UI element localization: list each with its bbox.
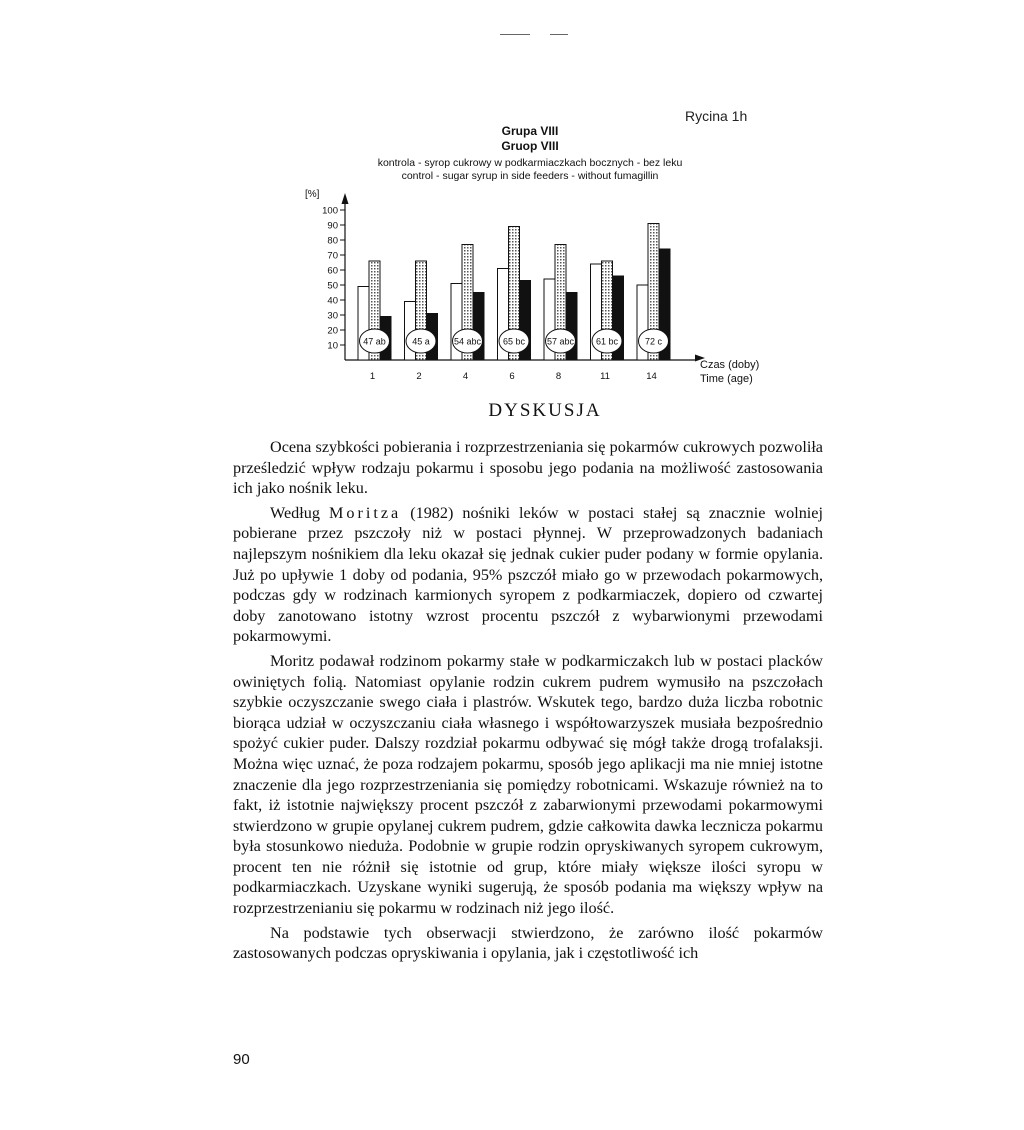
paragraph-2-body: (1982) nośniki leków w postaci stałej są znacznie wolniej pobierane przez pszczoły niż w postaci płynnej. W przeprowadzonych badaniach najlepszym nośnikiem dla leku okazał się jednak cukier puder podany w formie opylania. Już po upływie 1 doby od podania, 95% pszczół miało go w przewodach pokarmowych, podczas gdy w rodzinach karmionych syropem z podkarmiaczek, dopiero od czwartej doby zanotowano istotny wzrost procentu pszczół z wybarwionymi przewodami pokarmowymi. [233, 503, 823, 646]
x-tick-label: 2 [416, 371, 422, 382]
y-tick-label: 40 [327, 295, 338, 307]
paragraph-4: Na podstawie tych obserwacji stwierdzono, że zarówno ilość pokarmów zastosowanych podczas opryskiwania i opylania, jak i częstotliwość ich [233, 923, 823, 963]
y-tick-label: 50 [327, 280, 338, 292]
chart-plot-area [322, 193, 705, 382]
x-tick-label: 6 [509, 371, 515, 382]
x-tick-label: 14 [646, 371, 657, 382]
significance-label: 61 bc [595, 336, 619, 347]
body-text [233, 437, 823, 968]
x-tick-label: 1 [369, 371, 376, 382]
scan-artifact-line [500, 34, 530, 35]
y-tick-label: 10 [327, 340, 338, 352]
significance-label: 45 a [412, 336, 430, 347]
chart-title-en: Gruop VIII [501, 139, 559, 153]
significance-label: 57 abc [546, 336, 575, 347]
paragraph-3: Moritz podawał rodzinom pokarmy stałe w podkarmiczakch lub w postaci placków owiniętych folią. Natomiast opylanie rodzin cukrem pudrem wymusiło na pszczołach szybkie oczyszczanie swego ciała i plastrów. Wskutek tego, bardzo duża liczba robotnic biorąca udział w oczyszczaniu ciała własnego i współtowarzyszek musiała bezpośrednio spożyć cukier puder. Dalszy rozdział pokarmu odbywać się mógł także drogą trofalaksji. Można więc uznać, że poza rodzajem pokarmu, sposób jego aplikacji ma nie mniej istotne znaczenie dla jego rozprzestrzeniania się pomiędzy robotnicami. Wskazuje również na to fakt, iż istotnie największy procent pszczół z zabarwionymi przewodami pokarmowymi stwierdzono w grupie opylanej cukrem pudrem, gdzie całkowita dawka lecznicza pokarmu była stosunkowo nieduża. Podobnie w grupie rodzin opryskiwanych syropem cukrowym, procent ten nie różnił się istotnie od grup, które miały większe ilości syropu w podkarmiaczkach. Uzyskane wyniki sugerują, że sposób podania ma większy wpływ na rozprzestrzenianiu się pokarmu w rodzinach niż jego ilość. [233, 651, 823, 918]
page-number: 90 [233, 1051, 250, 1068]
chart-title-pl: Grupa VIII [501, 124, 559, 138]
bar-chart [290, 115, 770, 400]
figure-label: Rycina 1h [685, 108, 748, 124]
y-tick-label: 20 [327, 325, 338, 337]
chart-subtitle-en: control - sugar syrup in side feeders - without fumagillin [401, 170, 659, 182]
y-tick-label: 70 [327, 250, 338, 262]
section-heading: DYSKUSJA [488, 400, 602, 421]
paragraph-2 [233, 503, 823, 647]
chart-subtitle-pl: kontrola - syrop cukrowy w podkarmiaczkach bocznych - bez leku [377, 157, 683, 169]
y-tick-label: 90 [327, 220, 338, 232]
significance-label: 54 abc [453, 336, 482, 347]
y-tick-label: 60 [327, 265, 338, 277]
significance-label: 65 bc [502, 336, 526, 347]
y-axis-arrow [342, 193, 349, 204]
y-tick-label: 80 [327, 235, 338, 247]
paragraph-2-lead: Według [270, 503, 329, 522]
x-axis-label-en: Time (age) [700, 373, 753, 385]
x-tick-label: 11 [600, 371, 610, 382]
cited-author-name: Moritza [328, 503, 402, 522]
significance-label: 72 c [644, 336, 663, 347]
y-tick-label: 100 [322, 205, 338, 217]
scan-artifact-line [550, 34, 568, 35]
significance-label: 47 ab [363, 336, 386, 347]
y-tick-label: 30 [327, 310, 338, 322]
x-tick-label: 4 [462, 371, 469, 382]
x-axis-label-pl: Czas (doby) [700, 359, 760, 371]
y-unit-label: [%] [305, 189, 320, 200]
paragraph-1: Ocena szybkości pobierania i rozprzestrzeniania się pokarmów cukrowych pozwoliła prześledzić wpływ rodzaju pokarmu i sposobu jego podania na możliwość zastosowania ich jako nośnik leku. [233, 438, 823, 498]
x-tick-label: 8 [555, 371, 562, 382]
